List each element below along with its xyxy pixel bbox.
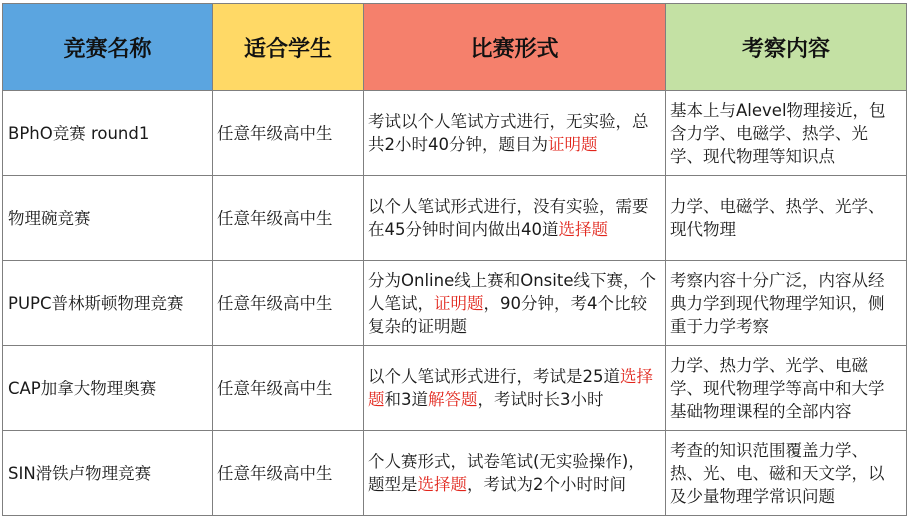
format-highlight: 证明题 bbox=[548, 135, 598, 154]
format-text: 以个人笔试形式进行，考试是25道 bbox=[368, 367, 620, 386]
cell-exam-content: 考查的知识范围覆盖力学、热、光、电、磁和天文学，以及少量物理学常识问题 bbox=[666, 431, 907, 516]
cell-competition-format bbox=[364, 261, 666, 346]
cell-competition-name: BPhO竞赛 round1 bbox=[3, 91, 213, 176]
table-row bbox=[3, 176, 907, 261]
cell-suitable-students: 任意年级高中生 bbox=[213, 91, 364, 176]
format-text: 考试以个人笔试方式进行，无实验，总共2小时40分钟，题目为 bbox=[368, 112, 649, 154]
format-text: ，考试时长3小时 bbox=[477, 390, 604, 409]
table-row bbox=[3, 261, 907, 346]
format-text: 以个人笔试形式进行，没有实验，需要在45分钟时间内做出40道 bbox=[368, 197, 649, 239]
cell-exam-content: 力学、电磁学、热学、光学、现代物理 bbox=[666, 176, 907, 261]
table-row bbox=[3, 91, 907, 176]
cell-exam-content: 考察内容十分广泛，内容从经典力学到现代物理学知识，侧重于力学考察 bbox=[666, 261, 907, 346]
format-text: ，考试为2个小时时间 bbox=[467, 475, 626, 494]
format-text: ，90分钟，考4个比较复杂的证明题 bbox=[368, 293, 647, 336]
header-exam-content: 考察内容 bbox=[666, 4, 907, 91]
format-text: 和3道 bbox=[384, 390, 428, 409]
cell-competition-name: CAP加拿大物理奥赛 bbox=[3, 346, 213, 431]
cell-competition-format bbox=[364, 176, 666, 261]
table-row bbox=[3, 431, 907, 516]
cell-suitable-students: 任意年级高中生 bbox=[213, 431, 364, 516]
format-highlight: 选择题 bbox=[368, 367, 653, 409]
format-text: 分为Online线上赛和Onsite线下赛，个人笔试， bbox=[368, 270, 656, 313]
cell-suitable-students: 任意年级高中生 bbox=[213, 346, 364, 431]
cell-exam-content: 力学、热力学、光学、电磁学、现代物理学等高中和大学基础物理课程的全部内容 bbox=[666, 346, 907, 431]
header-row bbox=[3, 4, 907, 91]
cell-suitable-students: 任意年级高中生 bbox=[213, 261, 364, 346]
cell-competition-format bbox=[364, 346, 666, 431]
cell-suitable-students: 任意年级高中生 bbox=[213, 176, 364, 261]
format-highlight: 证明题 bbox=[434, 293, 484, 313]
format-highlight: 选择题 bbox=[558, 220, 608, 239]
cell-competition-name: SIN滑铁卢物理竞赛 bbox=[3, 431, 213, 516]
header-competition-format: 比赛形式 bbox=[364, 4, 666, 91]
header-suitable-students: 适合学生 bbox=[213, 4, 364, 91]
format-text: 个人赛形式，试卷笔试(无实验操作)，题型是 bbox=[368, 452, 645, 494]
cell-competition-name: PUPC普林斯顿物理竞赛 bbox=[3, 261, 213, 346]
cell-competition-format bbox=[364, 91, 666, 176]
format-highlight: 选择题 bbox=[417, 475, 467, 494]
table-row bbox=[3, 346, 907, 431]
competition-table bbox=[2, 3, 907, 516]
format-highlight: 解答题 bbox=[428, 390, 478, 409]
cell-competition-name: 物理碗竞赛 bbox=[3, 176, 213, 261]
header-competition-name: 竞赛名称 bbox=[3, 4, 213, 91]
cell-competition-format bbox=[364, 431, 666, 516]
cell-exam-content: 基本上与Alevel物理接近，包含力学、电磁学、热学、光学、现代物理等知识点 bbox=[666, 91, 907, 176]
